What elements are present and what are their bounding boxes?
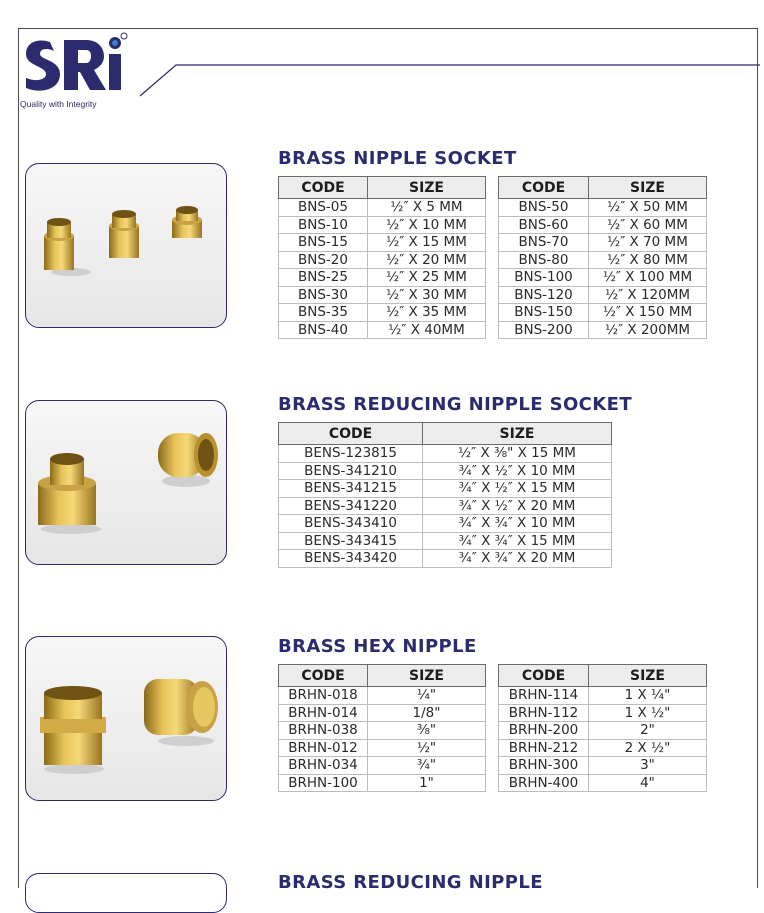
size-cell: ¾″ X ¾″ X 20 MM	[423, 550, 612, 568]
section-title: BRASS REDUCING NIPPLE SOCKET	[278, 394, 632, 415]
table-row	[499, 687, 707, 705]
size-cell: ½″ X 25 MM	[368, 269, 486, 287]
code-cell: BNS-80	[499, 251, 589, 269]
size-cell: ½″ X 60 MM	[589, 216, 707, 234]
code-cell: BNS-40	[279, 321, 368, 339]
code-cell: BRHN-400	[499, 774, 589, 792]
table-row	[279, 321, 486, 339]
table-row	[499, 234, 707, 252]
code-cell: BRHN-034	[279, 757, 368, 775]
code-cell: BENS-341210	[279, 462, 423, 480]
table-row	[499, 286, 707, 304]
table-row	[499, 251, 707, 269]
spec-table	[278, 176, 486, 339]
table-row	[279, 515, 612, 533]
table-row	[499, 774, 707, 792]
table-row	[279, 251, 486, 269]
column-header: SIZE	[368, 665, 486, 687]
table-row	[499, 321, 707, 339]
size-cell: ½″ X 120MM	[589, 286, 707, 304]
size-cell: 2"	[589, 722, 707, 740]
spec-table	[498, 176, 707, 339]
code-cell: BNS-30	[279, 286, 368, 304]
product-image-reducing-nipple	[25, 873, 227, 913]
size-cell: ½″ X 50 MM	[589, 199, 707, 217]
table-row	[279, 497, 612, 515]
spec-table	[278, 664, 486, 792]
code-cell: BENS-343415	[279, 532, 423, 550]
code-cell: BNS-100	[499, 269, 589, 287]
size-cell: ½″ X 15 MM	[368, 234, 486, 252]
size-cell: 4"	[589, 774, 707, 792]
table-row	[279, 445, 612, 463]
size-cell: ½″ X 40MM	[368, 321, 486, 339]
code-cell: BENS-341220	[279, 497, 423, 515]
size-cell: ½″ X 20 MM	[368, 251, 486, 269]
table-row	[279, 286, 486, 304]
size-cell: 1/8"	[368, 704, 486, 722]
code-cell: BENS-341215	[279, 480, 423, 498]
table-row	[279, 687, 486, 705]
code-cell: BENS-343420	[279, 550, 423, 568]
code-cell: BRHN-014	[279, 704, 368, 722]
size-cell: 3"	[589, 757, 707, 775]
section-title: BRASS HEX NIPPLE	[278, 636, 477, 657]
code-cell: BNS-120	[499, 286, 589, 304]
code-cell: BRHN-300	[499, 757, 589, 775]
section-title: BRASS NIPPLE SOCKET	[278, 148, 517, 169]
code-cell: BNS-60	[499, 216, 589, 234]
table-row	[279, 462, 612, 480]
size-cell: ¾″ X ½″ X 15 MM	[423, 480, 612, 498]
spec-table	[278, 422, 612, 568]
code-cell: BENS-123815	[279, 445, 423, 463]
size-cell: ½″ X 30 MM	[368, 286, 486, 304]
size-cell: ⅜"	[368, 722, 486, 740]
code-cell: BRHN-100	[279, 774, 368, 792]
code-cell: BNS-35	[279, 304, 368, 322]
size-cell: 2 X ½"	[589, 739, 707, 757]
column-header: SIZE	[589, 665, 707, 687]
product-image-reducing-nipple-socket	[25, 400, 227, 565]
header-rule	[138, 64, 764, 98]
table-row	[499, 739, 707, 757]
size-cell: ½″ X ⅜" X 15 MM	[423, 445, 612, 463]
table-row	[499, 757, 707, 775]
code-cell: BNS-200	[499, 321, 589, 339]
table-row	[499, 704, 707, 722]
table-row	[279, 199, 486, 217]
column-header: CODE	[279, 665, 368, 687]
code-cell: BNS-50	[499, 199, 589, 217]
code-cell: BRHN-212	[499, 739, 589, 757]
table-row	[279, 532, 612, 550]
column-header: SIZE	[423, 423, 612, 445]
table-row	[279, 216, 486, 234]
product-image-hex-nipple	[25, 636, 227, 801]
code-cell: BRHN-200	[499, 722, 589, 740]
size-cell: ½″ X 80 MM	[589, 251, 707, 269]
brand-tagline: Quality with Integrity	[20, 99, 97, 109]
table-row	[279, 757, 486, 775]
code-cell: BNS-05	[279, 199, 368, 217]
size-cell: ½″ X 100 MM	[589, 269, 707, 287]
size-cell: ¾″ X ¾″ X 10 MM	[423, 515, 612, 533]
column-header: CODE	[279, 423, 423, 445]
table-row	[499, 216, 707, 234]
spec-table	[498, 664, 707, 792]
size-cell: ¾"	[368, 757, 486, 775]
column-header: CODE	[279, 177, 368, 199]
size-cell: 1 X ¼"	[589, 687, 707, 705]
column-header: CODE	[499, 177, 589, 199]
code-cell: BNS-20	[279, 251, 368, 269]
code-cell: BNS-10	[279, 216, 368, 234]
size-cell: 1 X ½"	[589, 704, 707, 722]
size-cell: 1"	[368, 774, 486, 792]
code-cell: BNS-15	[279, 234, 368, 252]
table-row	[279, 304, 486, 322]
code-cell: BRHN-112	[499, 704, 589, 722]
table-row	[279, 269, 486, 287]
table-row	[499, 199, 707, 217]
product-image-nipple-socket	[25, 163, 227, 328]
code-cell: BNS-70	[499, 234, 589, 252]
table-row	[279, 234, 486, 252]
table-row	[279, 550, 612, 568]
size-cell: ½″ X 35 MM	[368, 304, 486, 322]
code-cell: BENS-343410	[279, 515, 423, 533]
table-row	[499, 269, 707, 287]
size-cell: ½″ X 200MM	[589, 321, 707, 339]
table-row	[279, 722, 486, 740]
code-cell: BNS-150	[499, 304, 589, 322]
size-cell: ½"	[368, 739, 486, 757]
size-cell: ¾″ X ½″ X 20 MM	[423, 497, 612, 515]
code-cell: BRHN-038	[279, 722, 368, 740]
code-cell: BRHN-114	[499, 687, 589, 705]
size-cell: ½″ X 10 MM	[368, 216, 486, 234]
table-row	[279, 480, 612, 498]
column-header: SIZE	[589, 177, 707, 199]
code-cell: BRHN-018	[279, 687, 368, 705]
size-cell: ¾″ X ¾″ X 15 MM	[423, 532, 612, 550]
column-header: SIZE	[368, 177, 486, 199]
table-row	[499, 722, 707, 740]
table-row	[279, 704, 486, 722]
column-header: CODE	[499, 665, 589, 687]
table-row	[499, 304, 707, 322]
code-cell: BNS-25	[279, 269, 368, 287]
section-title: BRASS REDUCING NIPPLE	[278, 872, 543, 893]
size-cell: ½″ X 150 MM	[589, 304, 707, 322]
size-cell: ½″ X 5 MM	[368, 199, 486, 217]
code-cell: BRHN-012	[279, 739, 368, 757]
size-cell: ¼"	[368, 687, 486, 705]
size-cell: ½″ X 70 MM	[589, 234, 707, 252]
size-cell: ¾″ X ½″ X 10 MM	[423, 462, 612, 480]
table-row	[279, 739, 486, 757]
table-row	[279, 774, 486, 792]
